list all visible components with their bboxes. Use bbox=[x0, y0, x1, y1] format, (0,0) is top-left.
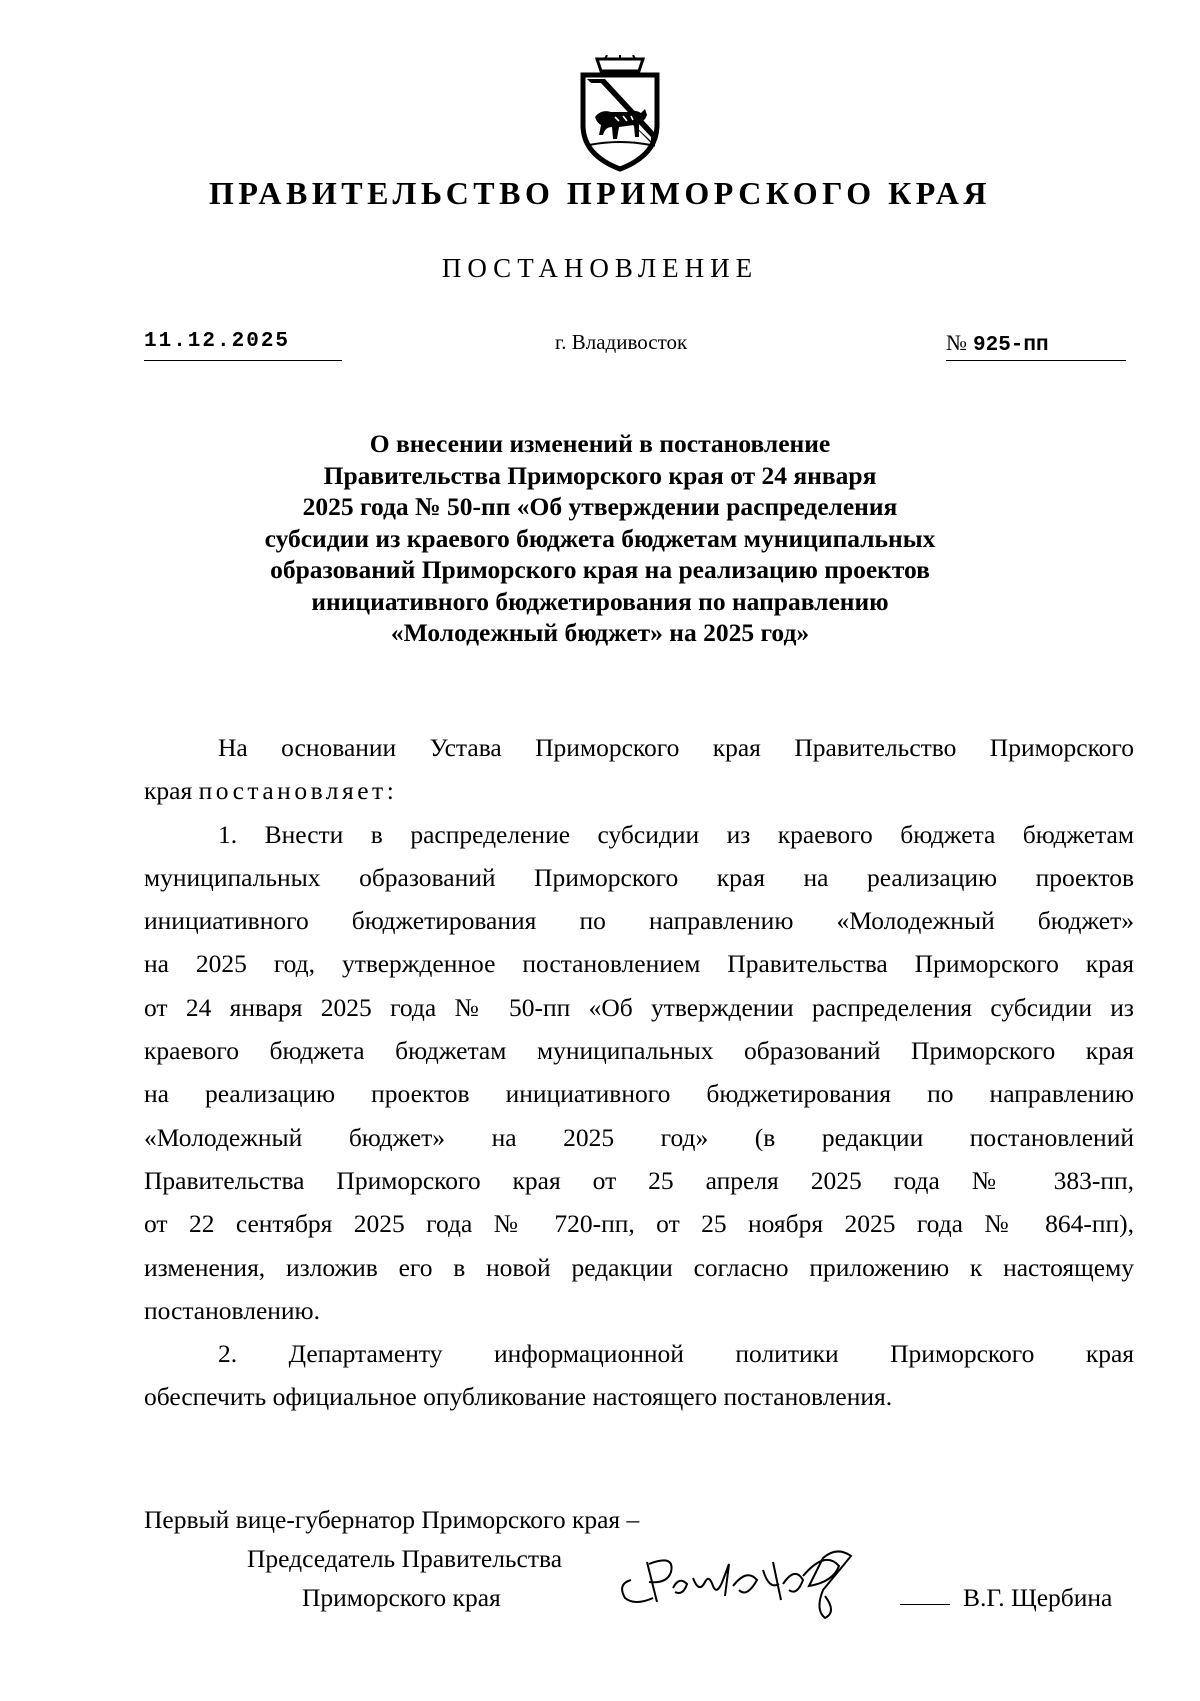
document-body bbox=[144, 726, 1134, 1419]
document-number bbox=[946, 330, 1126, 361]
item1-line: Правительства Приморского края от 25 апреля 2025 года № 383-пп, bbox=[144, 1165, 1134, 1195]
item1-line: изменения, изложив его в новой редакции согласно приложению к настоящему bbox=[144, 1252, 1134, 1282]
item2-line: 2. Департаменту информационной политики Приморского края bbox=[218, 1339, 1134, 1369]
document-city: г. Владивосток bbox=[555, 330, 688, 354]
item1-line: «Молодежный бюджет» на 2025 год» (в редакции постановлений bbox=[144, 1122, 1134, 1152]
title-line: «Молодежный бюджет» на 2025 год» bbox=[390, 618, 810, 647]
title-line: Правительства Приморского края от 24 января bbox=[323, 460, 877, 490]
document-type: ПОСТАНОВЛЕНИЕ bbox=[441, 253, 759, 283]
signer-name: В.Г. Щербина bbox=[963, 1583, 1113, 1612]
item1-line: на 2025 год, утвержденное постановлением Правительства Приморского края bbox=[144, 949, 1134, 979]
primorsky-krai-coat-of-arms-icon bbox=[575, 55, 665, 173]
signature-line bbox=[900, 1604, 950, 1605]
item1-line: муниципальных образований Приморского края на реализацию проектов bbox=[144, 862, 1134, 892]
intro-prefix: края bbox=[144, 776, 193, 806]
item1-line: от 22 сентября 2025 года № 720-пп, от 25 ноября 2025 года № 864-пп), bbox=[144, 1209, 1134, 1239]
item1-line: краевого бюджета бюджетам муниципальных образований Приморского края bbox=[144, 1036, 1134, 1066]
handwritten-signature-icon bbox=[613, 1540, 875, 1620]
item1-line: постановлению. bbox=[144, 1295, 320, 1325]
number-value: 925-пп bbox=[973, 334, 1049, 357]
title-line: образований Приморского края на реализацию проектов bbox=[270, 555, 930, 584]
intro-line: На основании Устава Приморского края Правительство Приморского bbox=[218, 733, 1134, 762]
title-line: субсидии из краевого бюджета бюджетам муниципальных bbox=[264, 523, 936, 553]
item2-line: обеспечить официальное опубликование настоящего постановления. bbox=[144, 1382, 893, 1412]
resolves-word: постановляет: bbox=[198, 776, 398, 806]
title-line: инициативного бюджетирования по направлению bbox=[311, 586, 889, 616]
item1-line: на реализацию проектов инициативного бюджетирования по направлению bbox=[144, 1079, 1134, 1109]
signer-position-line2: Председатель Правительства bbox=[247, 1544, 563, 1573]
item1-line: инициативного бюджетирования по направлению «Молодежный бюджет» bbox=[144, 906, 1134, 936]
item1-line: от 24 января 2025 года № 50-пп «Об утверждении распределения субсидии из bbox=[144, 992, 1134, 1022]
intro-line bbox=[144, 769, 1134, 812]
title-line: О внесении изменений в постановление bbox=[369, 429, 831, 458]
number-sign: № bbox=[946, 330, 967, 355]
government-name: ПРАВИТЕЛЬСТВО ПРИМОРСКОГО КРАЯ bbox=[209, 175, 991, 211]
document-date: 11.12.2025 bbox=[144, 330, 342, 361]
signer-position-line3: Приморского края bbox=[302, 1583, 501, 1612]
signer-position-line1: Первый вице-губернатор Приморского края – bbox=[144, 1505, 640, 1534]
title-line: 2025 года № 50-пп «Об утверждении распределения bbox=[302, 492, 898, 521]
document-title bbox=[150, 428, 1050, 649]
item1-line: 1. Внести в распределение субсидии из краевого бюджета бюджетам bbox=[218, 819, 1134, 849]
